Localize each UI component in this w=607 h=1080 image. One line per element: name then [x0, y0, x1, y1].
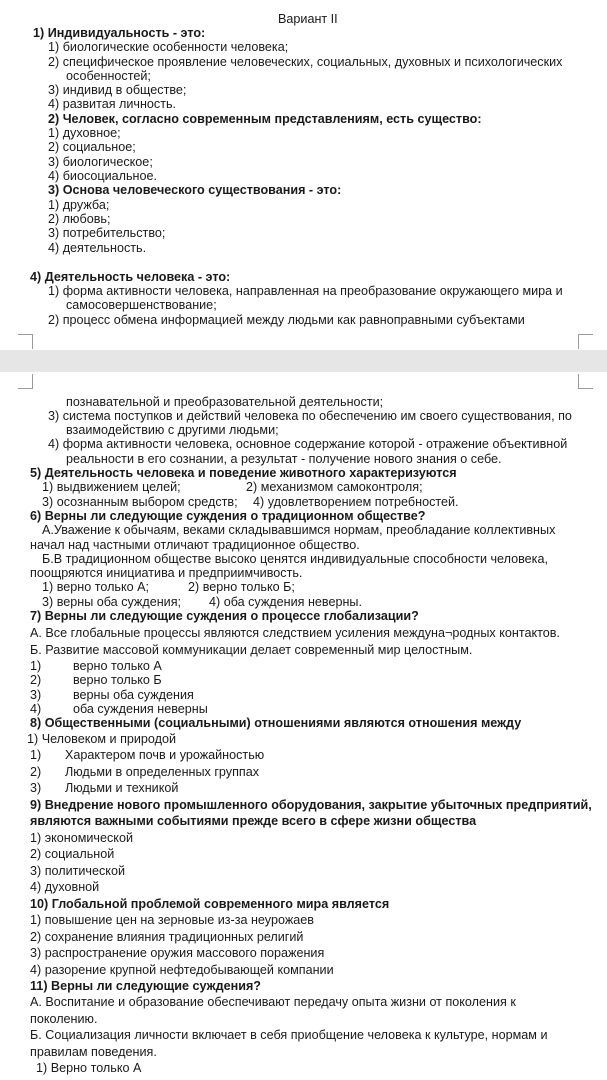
question-10: 10) Глобальной проблемой современного мира является: [30, 897, 390, 911]
answer-line: 4) развитая личность.: [48, 97, 177, 111]
statement-b: поощряются инициатива и предприимчивость.: [30, 566, 303, 580]
option-text: оба суждения неверны: [73, 702, 208, 716]
answer-line: 3) распространение оружия массового поражения: [30, 946, 325, 960]
answer-line: 4) деятельность.: [48, 241, 147, 255]
answer-line: 2) любовь;: [48, 212, 111, 226]
question-9: являются важными событиями прежде всего в сфере жизни общества: [30, 814, 477, 828]
option-number: 2): [30, 765, 42, 779]
answer-line: 1) экономической: [30, 831, 133, 845]
question-1: 1) Индивидуальность - это:: [33, 26, 206, 40]
answer-line: 4) форма активности человека, основное содержание которой - отражение объективной: [48, 437, 568, 451]
answer-line: 3) осознанным выбором средств;: [42, 495, 238, 509]
page-corner-mark: [18, 374, 33, 389]
answer-line: реальности в его сознании, а результат - получение нового знания о себе.: [66, 452, 502, 466]
statement-b: Б.В традиционном обществе высоко ценятся индивидуальные способности человека,: [42, 552, 548, 566]
question-8: 8) Общественными (социальными) отношениями являются отношения между: [30, 716, 522, 730]
question-11: 11) Верны ли следующие суждения?: [30, 979, 261, 993]
answer-line: 1) верно только А;: [42, 580, 150, 594]
question-5: 5) Деятельность человека и поведение животного характеризуются: [30, 466, 457, 480]
answer-line: познавательной и преобразовательной деятельности;: [66, 395, 384, 409]
option-text: верно только Б: [73, 673, 162, 687]
answer-line: 2) процесс обмена информацией между людьми как равноправными субъектами: [48, 313, 525, 327]
option-text: верны оба суждения: [73, 688, 194, 702]
answer-line: 1) форма активности человека, направленная на преобразование окружающего мира и: [48, 284, 563, 298]
page-corner-mark: [18, 334, 33, 349]
option-number: 2): [30, 673, 42, 687]
answer-line: 1) повышение цен на зерновые из-за неурожаев: [30, 913, 314, 927]
answer-line: 2) верно только Б;: [188, 580, 295, 594]
answer-line: 1) Верно только А: [36, 1061, 142, 1075]
option-text: верно только А: [73, 659, 162, 673]
statement-a: А. Все глобальные процессы являются следствием усиления междуна¬родных контактов.: [30, 626, 560, 640]
answer-line: 2) социальное;: [48, 140, 136, 154]
answer-line: 1) Человеком и природой: [27, 732, 177, 746]
page-gap: [0, 350, 607, 372]
answer-line: 3) верны оба суждения;: [42, 595, 182, 609]
statement-a: А.Уважение к обычаям, веками складывавшимся нормам, преобладание коллективных: [42, 523, 556, 537]
answer-line: 2) специфическое проявление человеческих, социальных, духовных и психологических: [48, 55, 563, 69]
statement-a: поколению.: [30, 1012, 98, 1026]
answer-line: 2) механизмом самоконтроля;: [246, 480, 423, 494]
answer-line: 3) политической: [30, 864, 125, 878]
option-text: Людьми в определенных группах: [65, 765, 260, 779]
option-number: 1): [30, 748, 42, 762]
option-number: 1): [30, 659, 42, 673]
answer-line: 3) потребительство;: [48, 226, 166, 240]
answer-line: 3) биологическое;: [48, 155, 153, 169]
question-2: 2) Человек, согласно современным представлениям, есть существо:: [48, 112, 482, 126]
answer-line: 1) выдвижением целей;: [42, 480, 181, 494]
answer-line: 4) биосоциальное.: [48, 169, 158, 183]
answer-line: 3) индивид в обществе;: [48, 83, 187, 97]
answer-line: 2) социальной: [30, 847, 115, 861]
answer-line: 1) духовное;: [48, 126, 121, 140]
answer-line: взаимодействию с другими людьми;: [66, 423, 279, 437]
answer-line: 1) дружба;: [48, 198, 110, 212]
question-3: 3) Основа человеческого существования - это:: [48, 183, 342, 197]
answer-line: 2) сохранение влияния традиционных религий: [30, 930, 304, 944]
page-corner-mark: [578, 334, 593, 349]
statement-b: правилам поведения.: [30, 1045, 157, 1059]
page-corner-mark: [578, 374, 593, 389]
statement-b: Б. Развитие массовой коммуникации делает современный мир целостным.: [30, 643, 473, 657]
statement-a: А. Воспитание и образование обеспечивают передачу опыта жизни от поколения к: [30, 995, 516, 1009]
answer-line: 4) разорение крупной нефтедобывающей компании: [30, 963, 334, 977]
option-number: 3): [30, 781, 42, 795]
option-number: 3): [30, 688, 42, 702]
answer-line: 4) духовной: [30, 880, 100, 894]
option-text: Характером почв и урожайностью: [65, 748, 265, 762]
variant-title: Вариант II: [278, 12, 338, 26]
option-number: 4): [30, 702, 42, 716]
question-9: 9) Внедрение нового промышленного оборудования, закрытие убыточных предприятий,: [30, 798, 592, 812]
question-6: 6) Верны ли следующие суждения о традиционном обществе?: [30, 509, 426, 523]
document-page-1: [0, 0, 607, 350]
question-7: 7) Верны ли следующие суждения о процессе глобализации?: [30, 609, 419, 623]
option-text: Людьми и техникой: [65, 781, 179, 795]
answer-line: самосовершенствование;: [66, 298, 217, 312]
answer-line: 3) система поступков и действий человека по обеспечению им своего существования, по: [48, 409, 572, 423]
document-page-2: [0, 372, 607, 1080]
statement-b: Б. Социализация личности включает в себя приобщение человека к культуре, нормам и: [30, 1028, 548, 1042]
answer-line: 4) оба суждения неверны.: [209, 595, 362, 609]
answer-line: особенностей;: [66, 69, 151, 83]
question-4: 4) Деятельность человека - это:: [30, 270, 231, 284]
answer-line: 4) удовлетворением потребностей.: [253, 495, 459, 509]
answer-line: 1) биологические особенности человека;: [48, 40, 289, 54]
statement-a: начал над частными отличают традиционное общество.: [30, 538, 360, 552]
